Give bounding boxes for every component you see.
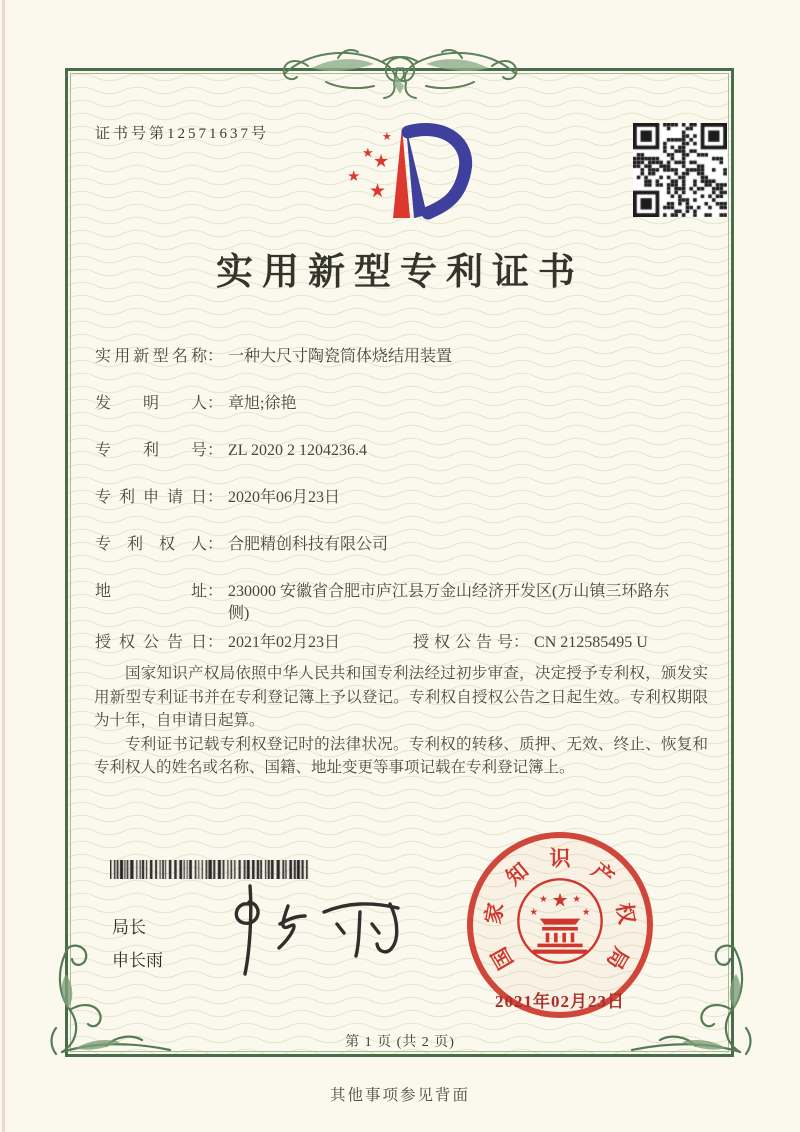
- logo-mark: [332, 120, 477, 224]
- field-row-filing-date: [95, 487, 709, 509]
- field-row-grant: [95, 632, 709, 654]
- field-label: 实用新型名称: [95, 348, 207, 365]
- official-seal: [467, 832, 653, 1018]
- certificate-number: 证书号第12571637号: [95, 126, 270, 142]
- field-label: 授权公告号: [413, 634, 513, 651]
- seal-character: 家: [480, 901, 509, 926]
- star-icon: ★: [362, 145, 374, 160]
- field-colon: ：: [207, 634, 224, 651]
- seal-date: 2021年02月23日: [495, 992, 625, 1011]
- seal-character: 局: [601, 943, 634, 974]
- back-note: 其他事项参见背面: [329, 1087, 470, 1104]
- field-label: 专利号: [95, 442, 207, 459]
- field-row-name: [95, 346, 709, 368]
- field-value: 章旭;徐艳: [228, 395, 297, 412]
- svg-text:★: ★: [529, 907, 539, 919]
- star-icon: ★: [347, 169, 361, 185]
- field-colon: ：: [207, 442, 224, 459]
- field-colon: ：: [207, 536, 224, 553]
- seal-character: 识: [549, 846, 571, 871]
- field-label: 专利权人: [95, 536, 207, 553]
- scan-edge-artifact: [2, 0, 5, 1132]
- field-row-address: [95, 581, 709, 625]
- director-signature: [218, 880, 423, 988]
- certificate-fields: [95, 346, 709, 654]
- field-value: 合肥精创科技有限公司: [228, 536, 389, 553]
- legal-paragraph: 国家知识产权局依照中华人民共和国专利法经过初步审查，决定授予专利权，颁发实用新型专利证书并在专利登记簿上予以登记。专利权自授权公告之日起生效。专利权期限为十年，自申请日起算。: [94, 665, 708, 729]
- field-row-patentee: [95, 534, 709, 556]
- official-block: [112, 911, 163, 977]
- field-value: 2021年02月23日: [228, 634, 341, 651]
- field-colon: ：: [207, 348, 224, 365]
- field-colon: ：: [207, 583, 224, 600]
- director-title: 局长: [112, 918, 146, 937]
- seal-character: 国: [486, 943, 519, 974]
- star-icon: ★: [382, 131, 392, 143]
- svg-text:★: ★: [581, 907, 591, 919]
- field-value: ZL 2020 2 1204236.4: [228, 442, 367, 459]
- star-icon: ★: [369, 181, 387, 202]
- cnipa-logo: [332, 120, 477, 224]
- field-label: 授权公告日: [95, 634, 207, 651]
- field-value: 2020年06月23日: [228, 489, 341, 506]
- barcode: [110, 860, 310, 879]
- field-label: 专利申请日: [95, 489, 207, 506]
- field-colon: ：: [513, 634, 530, 651]
- national-emblem-icon: [512, 871, 608, 971]
- field-label: 地址: [95, 583, 207, 600]
- page-number: 第 1 页 (共 2 页): [345, 1035, 455, 1050]
- star-icon: ★: [373, 151, 390, 171]
- field-value: CN 212585495 U: [534, 634, 648, 651]
- director-name: 申长雨: [112, 951, 163, 970]
- seal-character: 知: [501, 858, 534, 890]
- field-colon: ：: [207, 489, 224, 506]
- field-row-inventor: [95, 393, 709, 415]
- legal-text: [94, 662, 708, 780]
- legal-paragraph: 专利证书记载专利权登记时的法律状况。专利权的转移、质押、无效、终止、恢复和专利权人的姓名或名称、国籍、地址变更等事项记载在专利登记簿上。: [94, 735, 708, 776]
- seal-character: 产: [586, 858, 619, 890]
- qr-code: [633, 123, 727, 217]
- field-value: 230000 安徽省合肥市庐江县万金山经济开发区(万山镇三环路东侧): [228, 583, 670, 622]
- field-row-patent-number: [95, 440, 709, 462]
- field-colon: ：: [207, 395, 224, 412]
- seal-character: 权: [611, 901, 640, 926]
- svg-text:★: ★: [539, 893, 548, 905]
- svg-text:★: ★: [551, 889, 569, 912]
- field-value: 一种大尺寸陶瓷筒体烧结用装置: [228, 348, 453, 365]
- field-label: 发明人: [95, 395, 207, 412]
- svg-text:★: ★: [572, 893, 581, 905]
- certificate-title: 实用新型专利证书: [216, 252, 584, 293]
